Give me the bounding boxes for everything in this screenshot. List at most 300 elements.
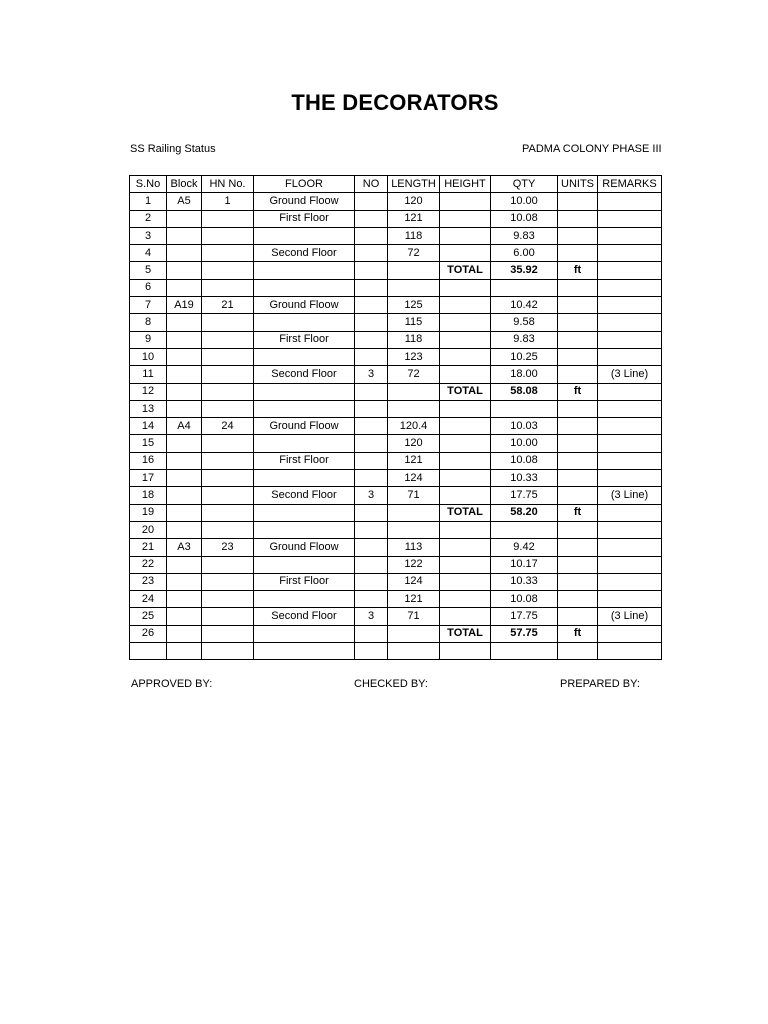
table-cell <box>355 348 388 365</box>
table-row <box>130 591 662 608</box>
table-cell <box>558 470 598 487</box>
table-cell: 22 <box>130 556 167 573</box>
table-cell <box>558 331 598 348</box>
table-cell <box>491 643 558 660</box>
table-row <box>130 418 662 435</box>
column-header: NO <box>355 176 388 193</box>
table-cell <box>440 400 491 417</box>
table-cell: 10.08 <box>491 591 558 608</box>
table-row <box>130 521 662 538</box>
table-cell <box>202 348 254 365</box>
table-cell <box>202 227 254 244</box>
table-cell <box>558 418 598 435</box>
table-cell: 25 <box>130 608 167 625</box>
table-cell <box>598 504 662 521</box>
table-cell: Second Floor <box>254 366 355 383</box>
table-cell: 2 <box>130 210 167 227</box>
table-cell: 72 <box>388 366 440 383</box>
table-cell <box>598 245 662 262</box>
column-header: LENGTH <box>388 176 440 193</box>
table-row <box>130 625 662 642</box>
table-cell: 10 <box>130 348 167 365</box>
table-header-row <box>130 176 662 193</box>
table-cell: TOTAL <box>440 625 491 642</box>
table-cell <box>202 504 254 521</box>
column-header: S.No <box>130 176 167 193</box>
table-cell <box>440 193 491 210</box>
table-cell: A5 <box>167 193 202 210</box>
table-cell <box>440 521 491 538</box>
table-cell <box>558 193 598 210</box>
table-cell <box>598 331 662 348</box>
table-cell: 121 <box>388 591 440 608</box>
table-cell: 19 <box>130 504 167 521</box>
table-cell <box>254 435 355 452</box>
table-cell: 9.83 <box>491 331 558 348</box>
table-cell <box>355 521 388 538</box>
table-cell <box>440 227 491 244</box>
table-cell <box>491 400 558 417</box>
table-cell <box>167 210 202 227</box>
table-cell <box>167 470 202 487</box>
table-cell: 120 <box>388 193 440 210</box>
document-title: THE DECORATORS <box>291 90 499 115</box>
table-cell <box>355 539 388 556</box>
table-row <box>130 227 662 244</box>
table-cell: 21 <box>130 539 167 556</box>
approved-by-label: APPROVED BY: <box>131 678 213 690</box>
table-cell: First Floor <box>254 573 355 590</box>
table-cell <box>558 400 598 417</box>
table-cell <box>202 435 254 452</box>
table-cell <box>388 400 440 417</box>
table-cell <box>558 435 598 452</box>
table-cell <box>167 573 202 590</box>
table-cell <box>440 279 491 296</box>
table-cell <box>355 227 388 244</box>
checked-by-label: CHECKED BY: <box>354 678 428 690</box>
table-cell: 17.75 <box>491 487 558 504</box>
table-cell: 9 <box>130 331 167 348</box>
table-cell: (3 Line) <box>598 608 662 625</box>
table-cell <box>598 625 662 642</box>
project-name: PADMA COLONY PHASE III <box>522 143 662 155</box>
table-cell: 3 <box>355 487 388 504</box>
table-cell <box>167 279 202 296</box>
table-cell: TOTAL <box>440 262 491 279</box>
table-cell <box>355 556 388 573</box>
table-cell <box>167 435 202 452</box>
table-cell <box>202 245 254 262</box>
table-row <box>130 348 662 365</box>
table-cell <box>355 245 388 262</box>
table-cell: First Floor <box>254 210 355 227</box>
table-cell: 6 <box>130 279 167 296</box>
table-cell: 8 <box>130 314 167 331</box>
table-cell <box>598 400 662 417</box>
column-header: HN No. <box>202 176 254 193</box>
table-cell: 1 <box>202 193 254 210</box>
table-cell <box>440 297 491 314</box>
table-cell <box>598 348 662 365</box>
table-cell: 121 <box>388 452 440 469</box>
table-cell <box>440 245 491 262</box>
table-cell <box>440 591 491 608</box>
table-body <box>130 193 662 660</box>
table-cell: First Floor <box>254 452 355 469</box>
table-cell <box>598 418 662 435</box>
table-cell: 10.00 <box>491 435 558 452</box>
table-cell: 9.58 <box>491 314 558 331</box>
table-cell <box>254 591 355 608</box>
prepared-by-label: PREPARED BY: <box>560 678 640 690</box>
table-cell <box>598 521 662 538</box>
table-cell <box>558 573 598 590</box>
table-cell <box>167 452 202 469</box>
table-row <box>130 314 662 331</box>
table-cell <box>440 608 491 625</box>
table-row <box>130 573 662 590</box>
table-cell <box>167 366 202 383</box>
table-cell <box>254 262 355 279</box>
table-cell <box>355 331 388 348</box>
table-cell <box>202 470 254 487</box>
table-cell: 3 <box>355 608 388 625</box>
table-cell: 16 <box>130 452 167 469</box>
table-cell: ft <box>558 504 598 521</box>
table-cell: 23 <box>130 573 167 590</box>
table-cell <box>355 418 388 435</box>
table-cell <box>167 262 202 279</box>
table-cell <box>558 348 598 365</box>
table-cell <box>167 556 202 573</box>
table-cell <box>355 383 388 400</box>
table-row <box>130 435 662 452</box>
table-cell: 125 <box>388 297 440 314</box>
table-cell <box>598 279 662 296</box>
table-row <box>130 245 662 262</box>
table-cell: 71 <box>388 487 440 504</box>
table-cell <box>202 210 254 227</box>
table-cell <box>558 279 598 296</box>
table-cell: (3 Line) <box>598 487 662 504</box>
table-cell <box>167 227 202 244</box>
table-cell <box>440 643 491 660</box>
table-cell: 115 <box>388 314 440 331</box>
column-header: UNITS <box>558 176 598 193</box>
table-cell <box>202 487 254 504</box>
table-cell <box>491 521 558 538</box>
table-row <box>130 262 662 279</box>
railing-status-table <box>129 175 662 660</box>
table-cell <box>558 643 598 660</box>
table-cell: 14 <box>130 418 167 435</box>
table-cell <box>254 556 355 573</box>
table-cell <box>558 366 598 383</box>
table-cell: 13 <box>130 400 167 417</box>
table-cell <box>254 521 355 538</box>
table-cell: 18 <box>130 487 167 504</box>
table-cell <box>355 297 388 314</box>
table-cell: First Floor <box>254 331 355 348</box>
table-row <box>130 210 662 227</box>
table-cell <box>202 643 254 660</box>
table-cell <box>167 331 202 348</box>
table-cell: Ground Floow <box>254 297 355 314</box>
table-cell: 124 <box>388 470 440 487</box>
table-cell: 35.92 <box>491 262 558 279</box>
table-cell <box>202 383 254 400</box>
table-cell <box>558 297 598 314</box>
table-cell <box>167 625 202 642</box>
table-cell <box>440 452 491 469</box>
table-cell <box>355 279 388 296</box>
table-cell <box>254 348 355 365</box>
table-cell: 23 <box>202 539 254 556</box>
table-cell <box>491 279 558 296</box>
table-cell <box>254 643 355 660</box>
table-cell <box>202 556 254 573</box>
table-cell <box>254 383 355 400</box>
table-cell <box>440 556 491 573</box>
column-header: Block <box>167 176 202 193</box>
table-cell: 6.00 <box>491 245 558 262</box>
table-cell: 120 <box>388 435 440 452</box>
table-row <box>130 556 662 573</box>
table-cell <box>167 608 202 625</box>
table-cell <box>202 331 254 348</box>
table-row <box>130 400 662 417</box>
table-cell <box>202 262 254 279</box>
table-cell: 10.17 <box>491 556 558 573</box>
table-row <box>130 504 662 521</box>
table-cell: Ground Floow <box>254 418 355 435</box>
table-cell <box>130 643 167 660</box>
table-cell <box>598 383 662 400</box>
table-cell <box>598 435 662 452</box>
table-cell <box>598 193 662 210</box>
table-cell <box>355 435 388 452</box>
table-cell: 10.00 <box>491 193 558 210</box>
table-cell <box>167 348 202 365</box>
report-name: SS Railing Status <box>130 143 216 155</box>
table-cell: ft <box>558 383 598 400</box>
table-cell <box>440 348 491 365</box>
table-cell: 21 <box>202 297 254 314</box>
table-cell: 1 <box>130 193 167 210</box>
table-cell <box>355 452 388 469</box>
table-cell <box>202 625 254 642</box>
table-cell <box>598 452 662 469</box>
table-cell <box>388 279 440 296</box>
table-row <box>130 193 662 210</box>
table-cell: Second Floor <box>254 608 355 625</box>
table-cell: 18.00 <box>491 366 558 383</box>
table-cell <box>598 314 662 331</box>
table-cell <box>202 400 254 417</box>
table-cell <box>388 262 440 279</box>
column-header: QTY <box>491 176 558 193</box>
table-cell: 58.08 <box>491 383 558 400</box>
table-cell: 20 <box>130 521 167 538</box>
table-cell <box>558 539 598 556</box>
table-cell: 113 <box>388 539 440 556</box>
table-cell <box>440 210 491 227</box>
table-cell <box>558 591 598 608</box>
table-cell <box>167 504 202 521</box>
table-cell: TOTAL <box>440 383 491 400</box>
table-cell: 122 <box>388 556 440 573</box>
table-cell: 120.4 <box>388 418 440 435</box>
table-cell <box>558 556 598 573</box>
table-cell: 9.42 <box>491 539 558 556</box>
table-cell <box>202 573 254 590</box>
table-cell: 71 <box>388 608 440 625</box>
column-header: FLOOR <box>254 176 355 193</box>
table-cell <box>355 573 388 590</box>
table-cell: 123 <box>388 348 440 365</box>
table-cell: 3 <box>130 227 167 244</box>
table-cell <box>440 487 491 504</box>
table-cell: 10.25 <box>491 348 558 365</box>
table-cell <box>388 643 440 660</box>
table-cell <box>254 314 355 331</box>
table-cell: 118 <box>388 227 440 244</box>
table-cell <box>167 314 202 331</box>
table-cell <box>167 383 202 400</box>
table-cell: 5 <box>130 262 167 279</box>
table-cell <box>355 643 388 660</box>
table-cell <box>355 625 388 642</box>
table-cell: 17.75 <box>491 608 558 625</box>
table-cell <box>558 452 598 469</box>
table-cell: Ground Floow <box>254 193 355 210</box>
table-cell <box>440 331 491 348</box>
table-cell: 4 <box>130 245 167 262</box>
table-cell <box>440 573 491 590</box>
table-row <box>130 539 662 556</box>
table-cell: 12 <box>130 383 167 400</box>
table-cell <box>558 314 598 331</box>
table-cell <box>355 210 388 227</box>
table-cell <box>167 591 202 608</box>
table-cell <box>598 262 662 279</box>
table-cell <box>440 314 491 331</box>
table-cell: 7 <box>130 297 167 314</box>
table-cell <box>440 470 491 487</box>
table-row <box>130 279 662 296</box>
table-cell: TOTAL <box>440 504 491 521</box>
table-cell: 72 <box>388 245 440 262</box>
table-cell <box>440 366 491 383</box>
table-row <box>130 366 662 383</box>
table-cell <box>202 521 254 538</box>
table-row <box>130 331 662 348</box>
table-cell <box>388 625 440 642</box>
table-cell <box>598 297 662 314</box>
table-cell: 15 <box>130 435 167 452</box>
table-cell <box>167 521 202 538</box>
table-cell <box>167 400 202 417</box>
table-cell: 124 <box>388 573 440 590</box>
table-cell <box>558 521 598 538</box>
table-row <box>130 470 662 487</box>
table-cell: Ground Floow <box>254 539 355 556</box>
table-cell <box>355 262 388 279</box>
table-cell <box>388 383 440 400</box>
table-cell <box>254 227 355 244</box>
table-cell <box>558 487 598 504</box>
table-cell: 10.08 <box>491 452 558 469</box>
table-row <box>130 383 662 400</box>
table-cell <box>355 193 388 210</box>
table-cell <box>254 470 355 487</box>
table-cell <box>558 608 598 625</box>
table-cell <box>202 591 254 608</box>
table-cell: 10.42 <box>491 297 558 314</box>
table-cell: 26 <box>130 625 167 642</box>
table-cell <box>388 521 440 538</box>
column-header: REMARKS <box>598 176 662 193</box>
table-cell: 24 <box>130 591 167 608</box>
table-cell <box>355 470 388 487</box>
table-cell <box>598 643 662 660</box>
table-cell: ft <box>558 262 598 279</box>
table-cell <box>440 435 491 452</box>
table-cell: 10.08 <box>491 210 558 227</box>
table-cell: 10.33 <box>491 573 558 590</box>
table-row <box>130 608 662 625</box>
table-cell <box>254 504 355 521</box>
table-cell: (3 Line) <box>598 366 662 383</box>
table-row <box>130 452 662 469</box>
table-cell <box>598 539 662 556</box>
table-cell <box>202 452 254 469</box>
table-cell: Second Floor <box>254 487 355 504</box>
table-cell <box>598 573 662 590</box>
table-row <box>130 297 662 314</box>
table-cell <box>558 245 598 262</box>
table-cell <box>355 400 388 417</box>
table-cell: 118 <box>388 331 440 348</box>
table-cell <box>202 366 254 383</box>
table-row <box>130 487 662 504</box>
table-cell <box>355 591 388 608</box>
table-cell: A4 <box>167 418 202 435</box>
table-cell <box>202 608 254 625</box>
table-cell <box>558 227 598 244</box>
table-cell <box>355 314 388 331</box>
table-cell: A3 <box>167 539 202 556</box>
table-cell: 11 <box>130 366 167 383</box>
table-cell <box>167 643 202 660</box>
table-cell: 58.20 <box>491 504 558 521</box>
table-cell <box>254 625 355 642</box>
table-cell: 9.83 <box>491 227 558 244</box>
table-cell: Second Floor <box>254 245 355 262</box>
table-cell <box>598 470 662 487</box>
table-cell <box>254 279 355 296</box>
table-cell: 57.75 <box>491 625 558 642</box>
table-cell <box>598 591 662 608</box>
table-cell: 3 <box>355 366 388 383</box>
table-cell <box>355 504 388 521</box>
table-cell <box>254 400 355 417</box>
table-cell <box>440 539 491 556</box>
table-cell: 24 <box>202 418 254 435</box>
column-header: HEIGHT <box>440 176 491 193</box>
table-cell: 10.03 <box>491 418 558 435</box>
